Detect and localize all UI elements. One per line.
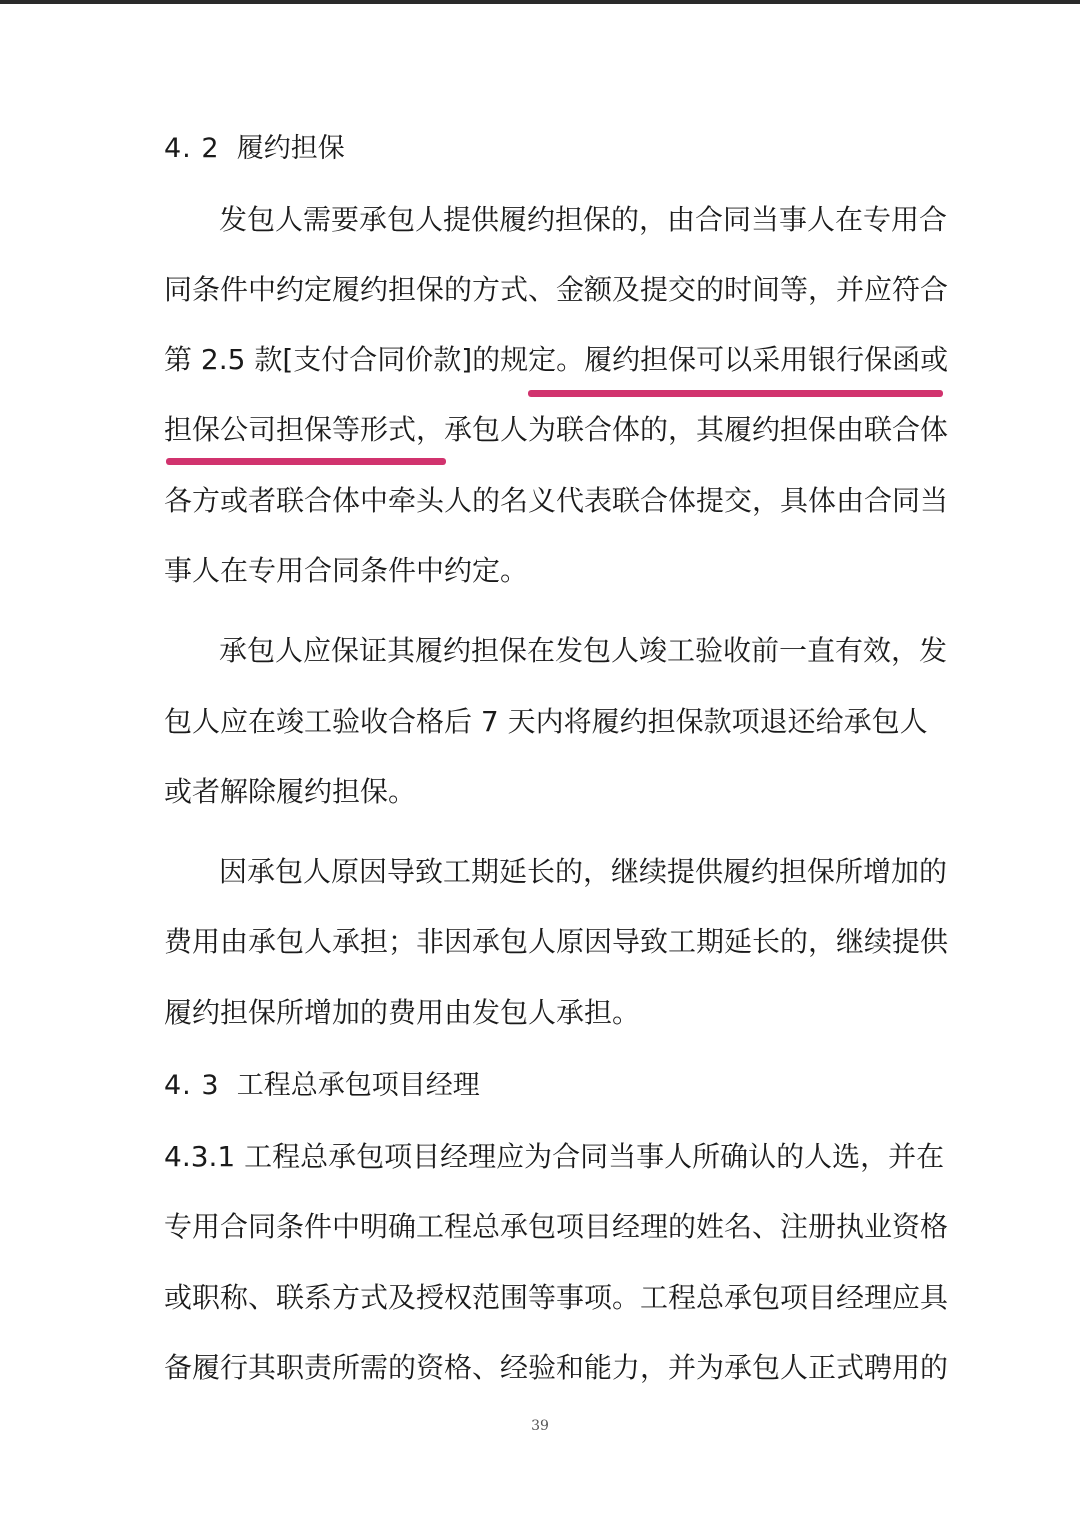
paragraph-line: 包人应在竣工验收合格后 7 天内将履约担保款项退还给承包人	[164, 705, 928, 738]
paragraph-line: 或职称、联系方式及授权范围等事项。工程总承包项目经理应具	[164, 1281, 949, 1314]
paragraph-line: 专用合同条件中明确工程总承包项目经理的姓名、注册执业资格	[164, 1210, 949, 1243]
paragraph-line: 承包人应保证其履约担保在发包人竣工验收前一直有效，发	[219, 634, 948, 667]
section-heading-4-3	[164, 1068, 480, 1104]
section-number: 4. 2	[164, 133, 220, 164]
section-number: 4. 3	[164, 1070, 220, 1101]
paragraph-line: 第 2.5 款[支付合同价款]的规定。履约担保可以采用银行保函或	[164, 343, 949, 376]
paragraph-line: 履约担保所增加的费用由发包人承担。	[164, 996, 641, 1029]
paragraph-line: 4.3.1 工程总承包项目经理应为合同当事人所确认的人选，并在	[164, 1140, 945, 1173]
section-title: 工程总承包项目经理	[236, 1070, 480, 1101]
paragraph-line: 备履行其职责所需的资格、经验和能力，并为承包人正式聘用的	[164, 1351, 949, 1384]
highlight-underline	[528, 390, 943, 397]
paragraph-line: 或者解除履约担保。	[164, 775, 417, 808]
paragraph-line: 因承包人原因导致工期延长的，继续提供履约担保所增加的	[219, 855, 948, 888]
top-border	[0, 0, 1080, 4]
paragraph-line: 同条件中约定履约担保的方式、金额及提交的时间等，并应符合	[164, 273, 949, 306]
paragraph-line: 各方或者联合体中牵头人的名义代表联合体提交，具体由合同当	[164, 484, 949, 517]
paragraph-line: 担保公司担保等形式，承包人为联合体的，其履约担保由联合体	[164, 413, 949, 446]
paragraph-line: 事人在专用合同条件中约定。	[164, 554, 529, 587]
paragraph-line: 费用由承包人承担；非因承包人原因导致工期延长的，继续提供	[164, 925, 949, 958]
highlight-underline	[166, 458, 446, 465]
section-heading-4-2	[164, 131, 345, 167]
paragraph-line: 发包人需要承包人提供履约担保的，由合同当事人在专用合	[219, 203, 948, 236]
section-title: 履约担保	[236, 133, 345, 164]
page-number: 39	[531, 1418, 549, 1434]
